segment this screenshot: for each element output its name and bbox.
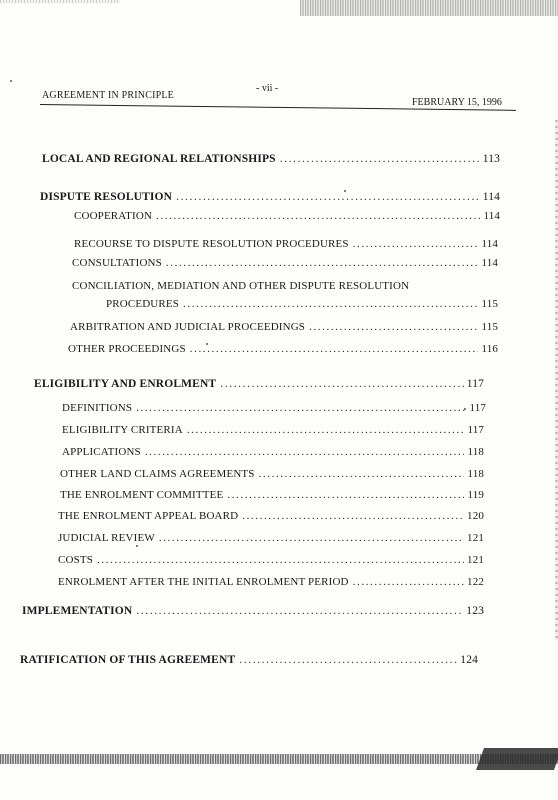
toc-label: LOCAL AND REGIONAL RELATIONSHIPS	[42, 153, 276, 165]
running-header-title: AGREEMENT IN PRINCIPLE	[42, 90, 174, 101]
toc-leader-dots	[136, 402, 466, 414]
toc-page-number: 118	[467, 446, 484, 458]
toc-page-number: 117	[467, 424, 484, 436]
toc-label: JUDICIAL REVIEW	[58, 532, 155, 544]
toc-label: COOPERATION	[74, 210, 153, 222]
toc-page-number: 120	[467, 510, 484, 522]
toc-entry-other-land-claims[interactable]	[60, 468, 484, 480]
toc-leader-dots	[220, 378, 463, 390]
scan-speck	[10, 80, 12, 82]
toc-label: ELIGIBILITY CRITERIA	[62, 424, 183, 436]
toc-page-number: 116	[481, 343, 498, 355]
toc-entry-other-proceedings[interactable]	[68, 343, 498, 355]
scan-shadow-corner	[476, 748, 558, 770]
toc-label: APPLICATIONS	[62, 446, 141, 458]
toc-page-number: 115	[481, 298, 498, 310]
toc-leader-dots	[187, 424, 465, 436]
toc-page-number: 122	[467, 576, 484, 588]
toc-leader-dots	[159, 532, 464, 544]
toc-label: THE ENROLMENT COMMITTEE	[60, 489, 224, 501]
toc-label: RECOURSE TO DISPUTE RESOLUTION PROCEDURES	[74, 238, 349, 250]
toc-label: OTHER LAND CLAIMS AGREEMENTS	[60, 468, 255, 480]
toc-entry-implementation[interactable]	[22, 605, 484, 617]
toc-label: DEFINITIONS	[62, 402, 133, 414]
toc-entry-local-regional[interactable]	[42, 153, 500, 165]
toc-label: RATIFICATION OF THIS AGREEMENT	[20, 654, 236, 666]
toc-leader-dots	[136, 605, 463, 617]
toc-page-number: 114	[482, 191, 500, 203]
toc-page-number: 118	[467, 468, 484, 480]
scan-speck	[136, 545, 138, 547]
toc-label: ARBITRATION AND JUDICIAL PROCEEDINGS	[70, 321, 306, 333]
toc-leader-dots	[353, 576, 464, 588]
toc-label: IMPLEMENTATION	[22, 605, 133, 617]
toc-leader-dots	[166, 257, 479, 269]
toc-page-number: 124	[460, 654, 478, 666]
toc-entry-arbitration[interactable]	[70, 321, 498, 333]
toc-label: THE ENROLMENT APPEAL BOARD	[58, 510, 239, 522]
toc-entry-ratification[interactable]	[20, 654, 478, 666]
toc-page-number: 119	[467, 489, 484, 501]
toc-entry-conciliation[interactable]	[106, 298, 498, 310]
toc-entry-definitions[interactable]	[62, 402, 486, 414]
toc-page-number: 115	[481, 321, 498, 333]
toc-label: CONSULTATIONS	[72, 257, 162, 269]
toc-leader-dots	[156, 210, 480, 222]
toc-leader-dots	[97, 554, 464, 566]
toc-leader-dots	[176, 191, 480, 203]
toc-entry-consultations[interactable]	[72, 257, 498, 269]
toc-leader-dots	[280, 153, 480, 165]
scan-noise-top	[300, 0, 558, 16]
toc-label: OTHER PROCEEDINGS	[68, 343, 186, 355]
toc-entry-enrolment-committee[interactable]	[60, 489, 484, 501]
toc-page-number: 123	[466, 605, 484, 617]
toc-label: DISPUTE RESOLUTION	[40, 191, 173, 203]
toc-leader-dots	[259, 468, 465, 480]
toc-leader-dots	[239, 654, 457, 666]
page-number-roman: - vii -	[256, 83, 279, 94]
toc-entry-cooperation[interactable]	[74, 210, 500, 222]
toc-leader-dots	[353, 238, 479, 250]
toc-entry-dispute-resolution[interactable]	[40, 191, 500, 203]
toc-label: ELIGIBILITY AND ENROLMENT	[34, 378, 217, 390]
toc-entry-judicial-review[interactable]	[58, 532, 484, 544]
toc-label: PROCEDURES	[106, 298, 180, 310]
toc-page-number: 121	[467, 532, 484, 544]
toc-label: ENROLMENT AFTER THE INITIAL ENROLMENT PERIOD	[58, 576, 349, 588]
toc-entry-costs[interactable]	[58, 554, 484, 566]
toc-leader-dots	[183, 298, 478, 310]
toc-entry-enrolment-after-initial[interactable]	[58, 576, 484, 588]
toc-page-number: 117	[466, 378, 484, 390]
scan-noise-top-left	[0, 0, 120, 3]
toc-page-number: 113	[482, 153, 500, 165]
toc-leader-dots	[145, 446, 465, 458]
toc-entry-recourse[interactable]	[74, 238, 498, 250]
toc-leader-dots	[309, 321, 478, 333]
toc-leader-dots	[242, 510, 464, 522]
toc-leader-dots	[227, 489, 464, 501]
toc-entry-enrolment-appeal-board[interactable]	[58, 510, 484, 522]
toc-entry-applications[interactable]	[62, 446, 484, 458]
toc-label-line1: CONCILIATION, MEDIATION AND OTHER DISPUTE RESOLUTION	[72, 280, 410, 292]
scan-noise-bottom	[0, 754, 558, 764]
toc-page-number: 114	[481, 238, 498, 250]
toc-label: COSTS	[58, 554, 93, 566]
toc-page-number: 114	[481, 257, 498, 269]
toc-page-number: 121	[467, 554, 484, 566]
toc-leader-dots	[190, 343, 479, 355]
running-header-date: FEBRUARY 15, 1996	[412, 97, 502, 108]
toc-entry-eligibility[interactable]	[34, 378, 484, 390]
toc-page-number: 114	[483, 210, 500, 222]
toc-entry-eligibility-criteria[interactable]	[62, 424, 484, 436]
toc-page-number: 117	[469, 402, 486, 414]
